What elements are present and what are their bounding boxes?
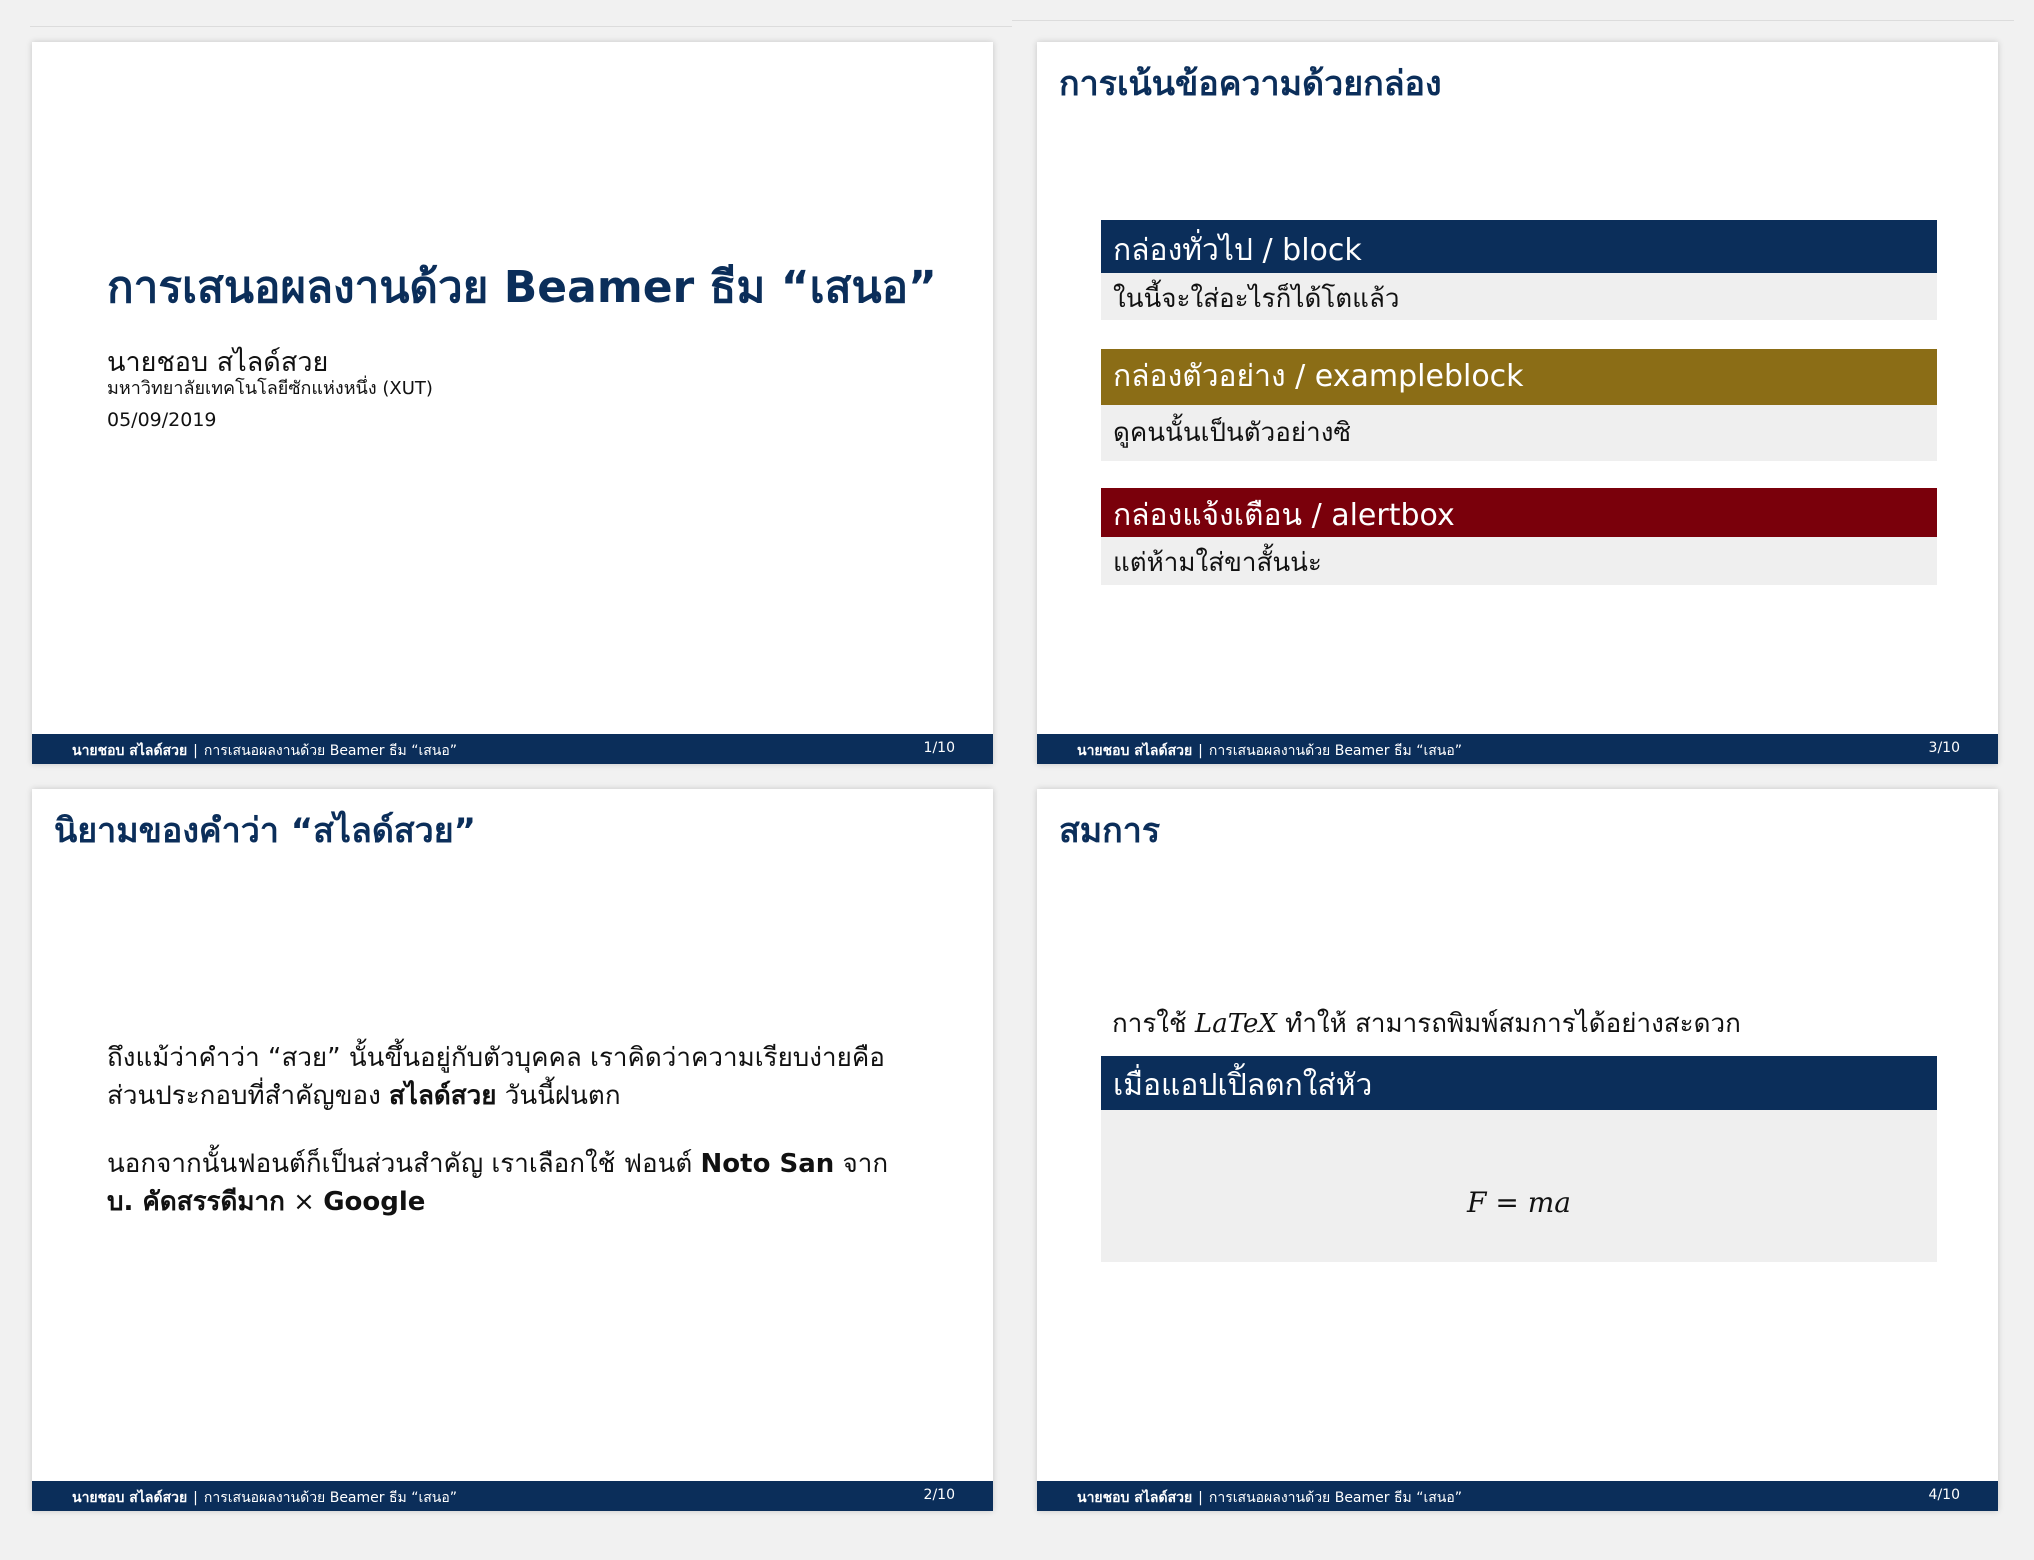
block-title: เมื่อแอปเปิ้ลตกใส่หัว: [1101, 1056, 1937, 1110]
text-run: ทำให้ สามารถพิมพ์สมการได้อย่างสะดวก: [1276, 1009, 1741, 1039]
institute: มหาวิทยาลัยเทคโนโลยีซักแห่งหนึ่ง (XUT): [107, 378, 433, 399]
block-title: กล่องตัวอย่าง / exampleblock: [1101, 349, 1937, 405]
footer-title: การเสนอผลงานด้วย Beamer ธีม “เสนอ”: [203, 1490, 458, 1506]
block-general: [1101, 220, 1937, 320]
footer-title: การเสนอผลงานด้วย Beamer ธีม “เสนอ”: [203, 743, 458, 759]
text-run: นอกจากนั้นฟอนต์ก็เป็นส่วนสำคัญ เราเลือกใช้ ฟอนต์: [107, 1149, 701, 1179]
times-symbol: ×: [284, 1187, 324, 1217]
footer-separator: |: [193, 1490, 198, 1506]
page-number: 4/10: [1928, 1487, 1960, 1503]
block-title: กล่องทั่วไป / block: [1101, 220, 1937, 273]
slide-1[interactable]: [32, 42, 993, 764]
slide-footer: [32, 1481, 993, 1511]
block-body: ในนี้จะใส่อะไรก็ได้โตแล้ว: [1101, 273, 1937, 320]
block-example: [1101, 349, 1937, 461]
footer-author: นายชอบ สไลด์สวย: [72, 1490, 188, 1506]
equation: F = ma: [1467, 1186, 1571, 1219]
text-run: จาก: [834, 1149, 889, 1179]
paragraph-line: [107, 1183, 888, 1221]
paragraph-line: ถึงแม้ว่าคำว่า “สวย” นั้นขึ้นอยู่กับตัวบุคคล เราคิดว่าความเรียบง่ายคือ: [107, 1043, 885, 1073]
bold-text: Google: [323, 1187, 426, 1217]
slide-footer: [1037, 734, 1998, 764]
text-run: วันนี้ฝนตก: [496, 1081, 621, 1111]
text-run: ส่วนประกอบที่สำคัญของ: [107, 1081, 390, 1111]
latex-logo: LaTeX: [1194, 1009, 1277, 1039]
block-alert: [1101, 488, 1937, 585]
presentation-title: การเสนอผลงานด้วย Beamer ธีม “เสนอ”: [107, 262, 937, 313]
author-name: นายชอบ สไลด์สวย: [107, 347, 329, 378]
footer-title: การเสนอผลงานด้วย Beamer ธีม “เสนอ”: [1208, 743, 1463, 759]
top-divider: [1012, 20, 2014, 21]
paragraph-1: [107, 1039, 885, 1115]
footer-separator: |: [193, 743, 198, 759]
slide-4[interactable]: [1037, 789, 1998, 1511]
paragraph-line: [107, 1145, 888, 1183]
slide-2[interactable]: [32, 789, 993, 1511]
page-number: 2/10: [923, 1487, 955, 1503]
block-body: ดูคนนั้นเป็นตัวอย่างซิ: [1101, 405, 1937, 461]
footer-author: นายชอบ สไลด์สวย: [1077, 743, 1193, 759]
bold-text: สไลด์สวย: [389, 1081, 497, 1111]
footer-separator: |: [1198, 743, 1203, 759]
slide-3[interactable]: [1037, 42, 1998, 764]
page-number: 3/10: [1928, 740, 1960, 756]
slide-title: สมการ: [1059, 811, 1161, 851]
bold-text: Noto San: [700, 1149, 835, 1179]
text-run: การใช้: [1112, 1009, 1195, 1039]
slide-footer: [32, 734, 993, 764]
footer-author: นายชอบ สไลด์สวย: [72, 743, 188, 759]
page-number: 1/10: [923, 740, 955, 756]
equation-block: [1101, 1056, 1937, 1262]
equation-intro: [1112, 1003, 1741, 1044]
paragraph-2: [107, 1145, 888, 1221]
slide-title: การเน้นข้อความด้วยกล่อง: [1059, 64, 1442, 104]
footer-separator: |: [1198, 1490, 1203, 1506]
footer-author: นายชอบ สไลด์สวย: [1077, 1490, 1193, 1506]
block-body: [1101, 1110, 1937, 1262]
presentation-date: 05/09/2019: [107, 409, 217, 431]
paragraph-line: [107, 1077, 885, 1115]
bold-text: บ. คัดสรรดีมาก: [107, 1187, 285, 1217]
footer-title: การเสนอผลงานด้วย Beamer ธีม “เสนอ”: [1208, 1490, 1463, 1506]
block-title: กล่องแจ้งเตือน / alertbox: [1101, 488, 1937, 537]
slide-footer: [1037, 1481, 1998, 1511]
slide-title: นิยามของคำว่า “สไลด์สวย”: [54, 811, 477, 851]
block-body: แต่ห้ามใส่ขาสั้นน่ะ: [1101, 537, 1937, 585]
top-divider: [30, 26, 1012, 27]
